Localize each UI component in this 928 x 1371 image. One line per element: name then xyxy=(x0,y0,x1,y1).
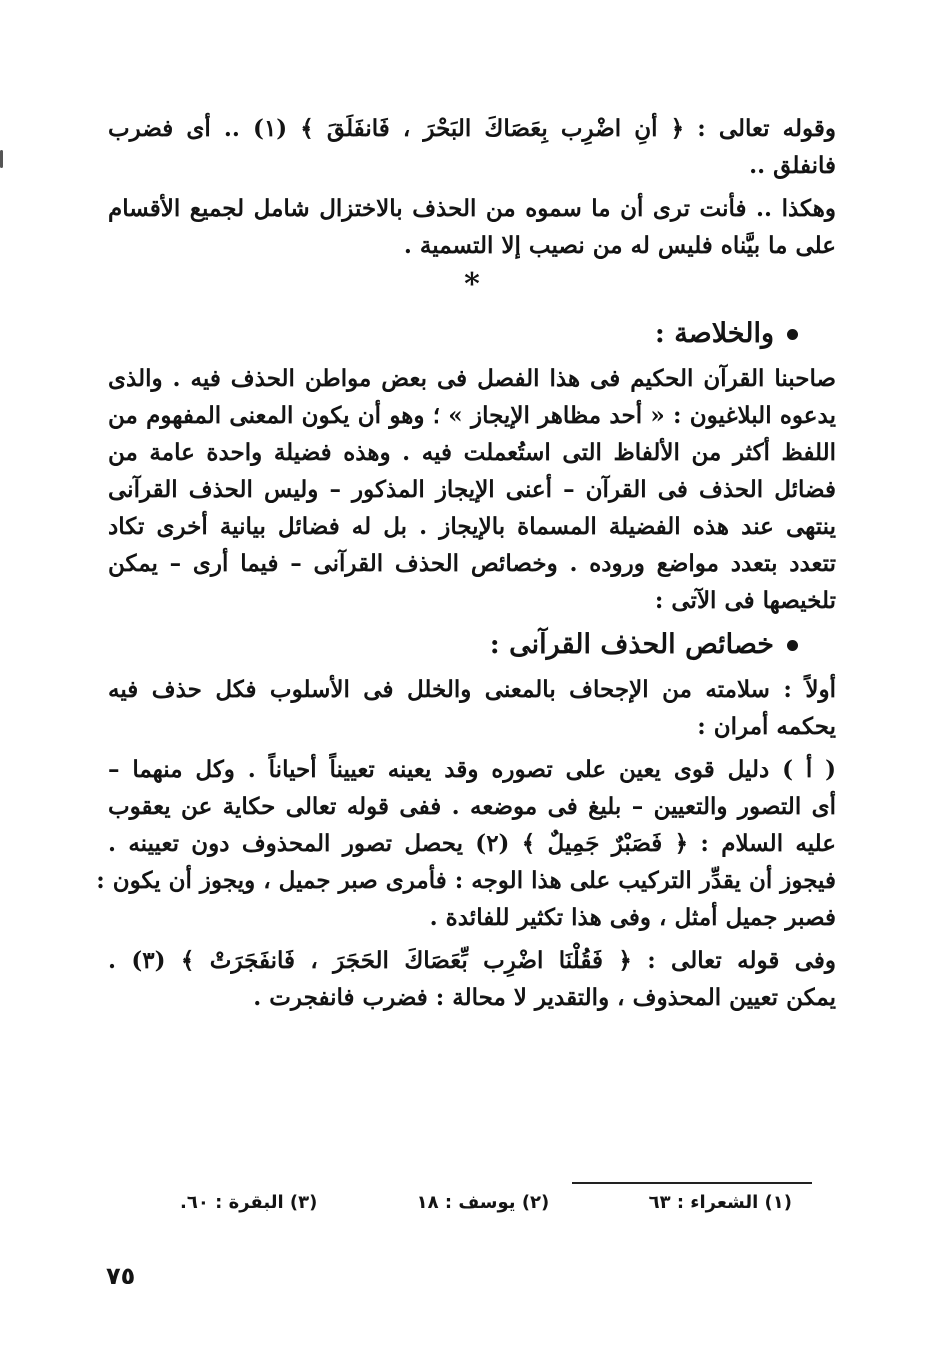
text-line: وهكذا .. فأنت ترى أن ما سموه من الحذف بالاختزال شامل لجميع الأقسام xyxy=(108,195,836,222)
heading-features xyxy=(108,625,836,665)
heading-summary xyxy=(108,314,836,354)
text-line: ( أ ) دليل قوى يعين على تصوره وقد يعينه تعييناً أحياناً . وكل منهما – xyxy=(108,756,836,783)
text-line: تلخيصها فى الآتى : xyxy=(654,587,836,614)
text-line: فانفلق .. xyxy=(749,152,836,179)
text-line: صاحبنا القرآن الحكيم فى هذا الفصل فى بعض مواطن الحذف فيه . والذى xyxy=(108,365,836,392)
text-line: فصبر جميل أمثل ، وفى هذا تكثير للفائدة . xyxy=(429,904,836,931)
paragraph-3 xyxy=(108,360,836,619)
scan-edge-mark xyxy=(0,150,3,168)
text-line: وفى قوله تعالى : ﴿ فَقُلْنَا اضْرِب بِّعَصَاكَ الحَجَرَ ، فَانفَجَرَتْ ﴾ (٣) . xyxy=(108,947,836,974)
paragraph-4 xyxy=(108,671,836,745)
heading-text: والخلاصة : xyxy=(654,318,774,349)
paragraph-6 xyxy=(108,942,836,1016)
paragraph-2 xyxy=(108,190,836,264)
text-line: فيجوز أن يقدِّر التركيب على هذا الوجه : فأمرى صبر جميل ، ويجوز أن يكون : xyxy=(96,867,836,894)
footnote-1: (١) الشعراء : ٦٣ xyxy=(648,1192,792,1213)
text-line: فضائل الحذف فى القرآن – أعنى الإيجاز المذكور – وليس الحذف القرآنى xyxy=(108,476,836,503)
heading-text: خصائص الحذف القرآنى : xyxy=(489,629,774,660)
text-line: يحكمه أمران : xyxy=(697,713,836,740)
text-line: اللفظ أكثر من الألفاظ التى استُعملت فيه . وهذه فضيلة واحدة عامة من xyxy=(108,439,836,466)
bullet-icon xyxy=(787,329,798,340)
page-number: ٧٥ xyxy=(106,1262,136,1290)
text-line: على ما بيَّناه فليس له من نصيب إلا التسمية . xyxy=(403,232,836,259)
text-line: وقوله تعالى : ﴿ أنِ اضْرِب بِعَصَاكَ البَحْرَ ، فَانفَلَقَ ﴾ (١) .. أى فضرب xyxy=(108,115,836,142)
text-line: يمكن تعيين المحذوف ، والتقدير لا محالة : فضرب فانفجرت . xyxy=(253,984,836,1011)
footnotes xyxy=(180,1192,792,1213)
footnote-divider xyxy=(572,1182,812,1184)
footnote-2: (٢) يوسف : ١٨ xyxy=(416,1192,550,1213)
footnote-3: (٣) البقرة : ٦٠. xyxy=(180,1192,318,1213)
text-line: أولاً : سلامته من الإجحاف بالمعنى والخلل فى الأسلوب فكل حذف فيه xyxy=(108,676,836,703)
page-body xyxy=(96,110,837,1022)
bullet-icon xyxy=(787,640,798,651)
text-line: عليه السلام : ﴿ فَصَبْرٌ جَمِيلٌ ﴾ (٢) يحصل تصور المحذوف دون تعيينه . xyxy=(108,830,837,857)
text-line: ينتهى عند هذه الفضيلة المسماة بالإيجاز . بل له فضائل بيانية أخرى تكاد xyxy=(108,513,836,540)
text-line: تتعدد بتعدد مواضع وروده . وخصائص الحذف القرآنى – فيما أرى – يمكن xyxy=(108,550,836,577)
section-separator-star: * xyxy=(464,267,480,302)
paragraph-5 xyxy=(96,751,837,936)
text-line: أى التصور والتعيين – بليغ فى موضعه . ففى قوله تعالى حكاية عن يعقوب xyxy=(108,793,836,820)
paragraph-1 xyxy=(108,110,836,184)
text-line: يدعوه البلاغيون : « أحد مظاهر الإيجاز » ؛ وهو أن يكون المعنى المفهوم من xyxy=(108,402,836,429)
